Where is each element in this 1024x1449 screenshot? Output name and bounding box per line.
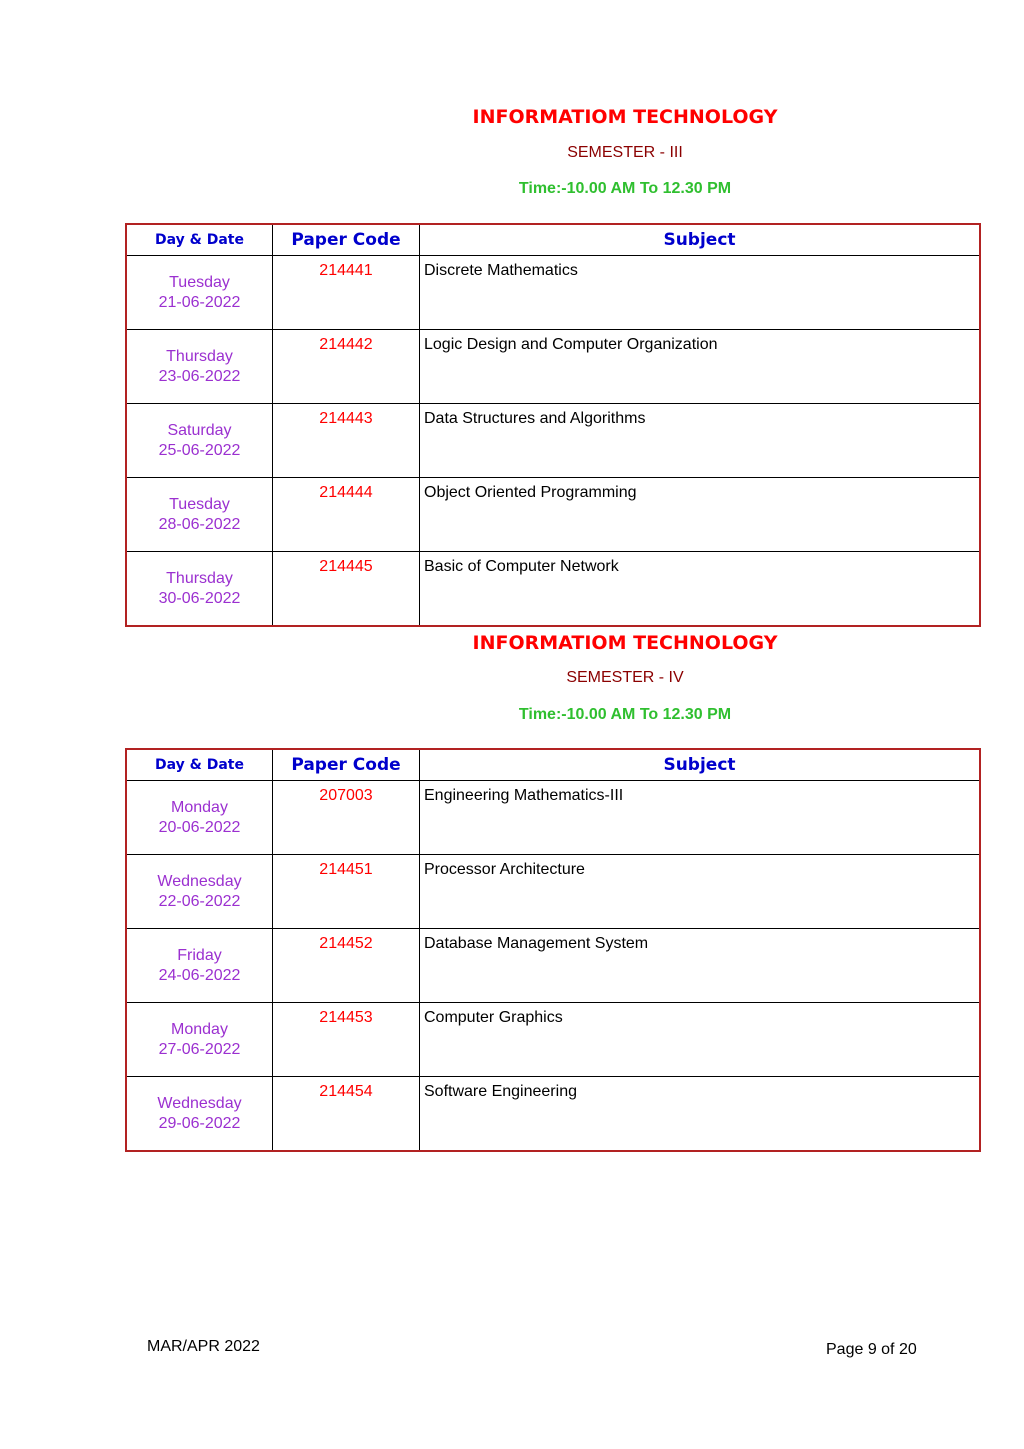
exam-table (125, 748, 981, 1152)
header-paper-code: Paper Code (273, 749, 420, 781)
time-label: Time:-10.00 AM To 12.30 PM (518, 706, 732, 723)
day: Tuesday (169, 495, 230, 513)
table-row (126, 929, 980, 1003)
day-date-cell (126, 552, 273, 627)
day-date-cell (126, 781, 273, 855)
date: 20-06-2022 (158, 818, 241, 836)
table-header-row (126, 224, 980, 256)
subject: Basic of Computer Network (420, 552, 981, 627)
subject: Software Engineering (420, 1077, 981, 1152)
date: 24-06-2022 (158, 966, 241, 984)
day: Saturday (167, 421, 232, 439)
subject: Database Management System (420, 929, 981, 1003)
footer-page-number: Page 9 of 20 (826, 1341, 917, 1358)
day-date-cell (126, 929, 273, 1003)
day-date-cell (126, 855, 273, 929)
day: Monday (171, 798, 228, 816)
paper-code: 214452 (273, 929, 420, 1003)
day: Wednesday (157, 1094, 242, 1112)
subject: Computer Graphics (420, 1003, 981, 1077)
subject: Engineering Mathematics-III (420, 781, 981, 855)
subject: Data Structures and Algorithms (420, 404, 981, 478)
day-date-cell (126, 1003, 273, 1077)
header-day-date: Day & Date (126, 749, 273, 781)
header-subject: Subject (420, 749, 981, 781)
paper-code: 214441 (273, 256, 420, 330)
date: 30-06-2022 (158, 589, 241, 607)
day: Thursday (166, 347, 233, 365)
paper-code: 214451 (273, 855, 420, 929)
table-row (126, 855, 980, 929)
subject: Logic Design and Computer Organization (420, 330, 981, 404)
table-row (126, 552, 980, 627)
day: Tuesday (169, 273, 230, 291)
table-row (126, 781, 980, 855)
paper-code: 214444 (273, 478, 420, 552)
paper-code: 214442 (273, 330, 420, 404)
header-subject: Subject (420, 224, 981, 256)
subject: Object Oriented Programming (420, 478, 981, 552)
date: 21-06-2022 (158, 293, 241, 311)
paper-code: 214445 (273, 552, 420, 627)
paper-code: 214454 (273, 1077, 420, 1152)
date: 25-06-2022 (158, 441, 241, 459)
table-row (126, 1003, 980, 1077)
day-date-cell (126, 256, 273, 330)
subject: Processor Architecture (420, 855, 981, 929)
date: 22-06-2022 (158, 892, 241, 910)
table-row (126, 256, 980, 330)
table-row (126, 330, 980, 404)
header-paper-code: Paper Code (273, 224, 420, 256)
table-row (126, 404, 980, 478)
day: Monday (171, 1020, 228, 1038)
semester-label: SEMESTER - III (567, 144, 683, 161)
footer-session: MAR/APR 2022 (147, 1338, 260, 1355)
semester-label: SEMESTER - IV (566, 669, 684, 686)
day: Friday (177, 946, 222, 964)
time-label: Time:-10.00 AM To 12.30 PM (518, 180, 732, 197)
day-date-cell (126, 330, 273, 404)
date: 29-06-2022 (158, 1114, 241, 1132)
date: 28-06-2022 (158, 515, 241, 533)
section-title: INFORMATIOM TECHNOLOGY (472, 632, 778, 654)
day-date-cell (126, 478, 273, 552)
day: Thursday (166, 569, 233, 587)
subject: Discrete Mathematics (420, 256, 981, 330)
paper-code: 214443 (273, 404, 420, 478)
header-day-date: Day & Date (126, 224, 273, 256)
paper-code: 207003 (273, 781, 420, 855)
section-title: INFORMATIOM TECHNOLOGY (472, 106, 778, 128)
day: Wednesday (157, 872, 242, 890)
day-date-cell (126, 404, 273, 478)
table-row (126, 478, 980, 552)
date: 23-06-2022 (158, 367, 241, 385)
table-header-row (126, 749, 980, 781)
exam-table (125, 223, 981, 627)
table-row (126, 1077, 980, 1152)
date: 27-06-2022 (158, 1040, 241, 1058)
paper-code: 214453 (273, 1003, 420, 1077)
day-date-cell (126, 1077, 273, 1152)
